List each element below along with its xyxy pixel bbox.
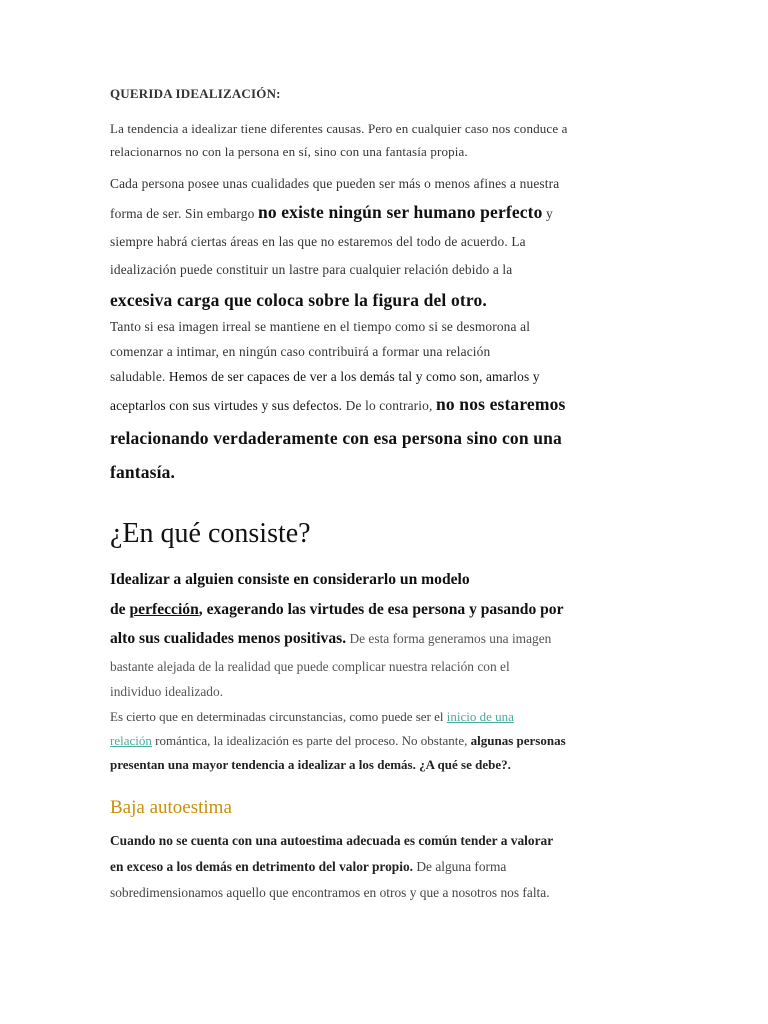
text-fragment: forma de ser. Sin embargo bbox=[110, 206, 258, 221]
emphasis-line: excesiva carga que coloca sobre la figura del otro. bbox=[110, 290, 487, 310]
text-line bbox=[110, 705, 566, 729]
text-fragment: de bbox=[110, 600, 130, 618]
paragraph-unreal-image bbox=[110, 314, 565, 489]
emphasis-text: no existe ningún ser humano perfecto bbox=[257, 202, 543, 222]
text-fragment: , exagerando las virtudes de esa persona y pasando por bbox=[198, 600, 564, 618]
text-line bbox=[110, 729, 566, 753]
text-line: comenzar a intimar, en ningún caso contribuirá a formar una relación bbox=[110, 344, 491, 359]
paragraph-circumstances bbox=[110, 705, 566, 777]
underlined-term: perfección bbox=[129, 600, 199, 618]
bold-text: en exceso a los demás en detrimento del valor propio. bbox=[110, 859, 414, 874]
dark-text: Hemos de ser capaces de ver a los demás tal y como son, amarlos y bbox=[168, 369, 540, 384]
text-fragment: De alguna forma bbox=[413, 859, 507, 874]
text-fragment: romántica, la idealización es parte del proceso. No obstante, bbox=[151, 733, 471, 748]
relationship-start-link-continued[interactable]: relación bbox=[110, 733, 152, 748]
text-fragment: alto sus cualidades menos positivas. bbox=[110, 630, 347, 647]
paragraph-self-esteem bbox=[110, 828, 553, 906]
paragraph-definition bbox=[110, 565, 564, 654]
text-line: Tanto si esa imagen irreal se mantiene en el tiempo como si se desmorona al bbox=[110, 319, 531, 334]
text-line: sobredimensionamos aquello que encontramos en otros y que a nosotros nos falta. bbox=[110, 885, 550, 900]
bold-line: Cuando no se cuenta con una autoestima adecuada es común tender a valorar bbox=[110, 833, 554, 848]
emphasis-line: fantasía. bbox=[110, 462, 176, 482]
text-fragment: y bbox=[542, 206, 553, 221]
subsection-heading: Baja autoestima bbox=[110, 797, 232, 818]
text-line bbox=[110, 854, 553, 880]
bold-text: algunas personas bbox=[470, 733, 566, 748]
text-fragment: Es cierto que en determinadas circunstancias, como puede ser el bbox=[110, 709, 447, 724]
text-fragment: De lo contrario, bbox=[342, 398, 436, 413]
text-line bbox=[110, 624, 564, 654]
text-line: Idealizar a alguien consiste en considerarlo un modelo bbox=[110, 571, 470, 588]
text-line bbox=[110, 198, 559, 228]
document-title: QUERIDA IDEALIZACIÓN: bbox=[110, 86, 281, 101]
text-line: individuo idealizado. bbox=[110, 684, 224, 699]
text-line: siempre habrá ciertas áreas en las que no estaremos del todo de acuerdo. La bbox=[110, 234, 526, 249]
text-line: idealización puede constituir un lastre para cualquier relación debido a la bbox=[110, 262, 513, 277]
emphasis-text: no nos estaremos bbox=[436, 394, 566, 414]
text-fragment: saludable. bbox=[110, 369, 169, 384]
dark-text: aceptarlos con sus virtudes y sus defectos. bbox=[110, 398, 343, 413]
paragraph-perfection bbox=[110, 170, 559, 316]
text-line: bastante alejada de la realidad que puede complicar nuestra relación con el bbox=[110, 659, 510, 674]
paragraph-intro bbox=[110, 118, 568, 163]
text-line: La tendencia a idealizar tiene diferentes causas. Pero en cualquier caso nos conduce a bbox=[110, 121, 568, 136]
text-line bbox=[110, 389, 565, 421]
regular-text: De esta forma generamos una imagen bbox=[346, 631, 552, 646]
relationship-start-link[interactable]: inicio de una bbox=[446, 709, 514, 724]
text-line: Cada persona posee unas cualidades que pueden ser más o menos afines a nuestra bbox=[110, 176, 560, 191]
section-heading: ¿En qué consiste? bbox=[110, 518, 311, 549]
paragraph-reality bbox=[110, 654, 510, 704]
text-line bbox=[110, 364, 565, 389]
text-line bbox=[110, 595, 564, 625]
bold-line: presentan una mayor tendencia a idealizar a los demás. ¿A qué se debe?. bbox=[110, 757, 511, 772]
emphasis-line: relacionando verdaderamente con esa persona sino con una bbox=[110, 428, 562, 448]
text-line: relacionarnos no con la persona en sí, sino con una fantasía propia. bbox=[110, 143, 468, 159]
